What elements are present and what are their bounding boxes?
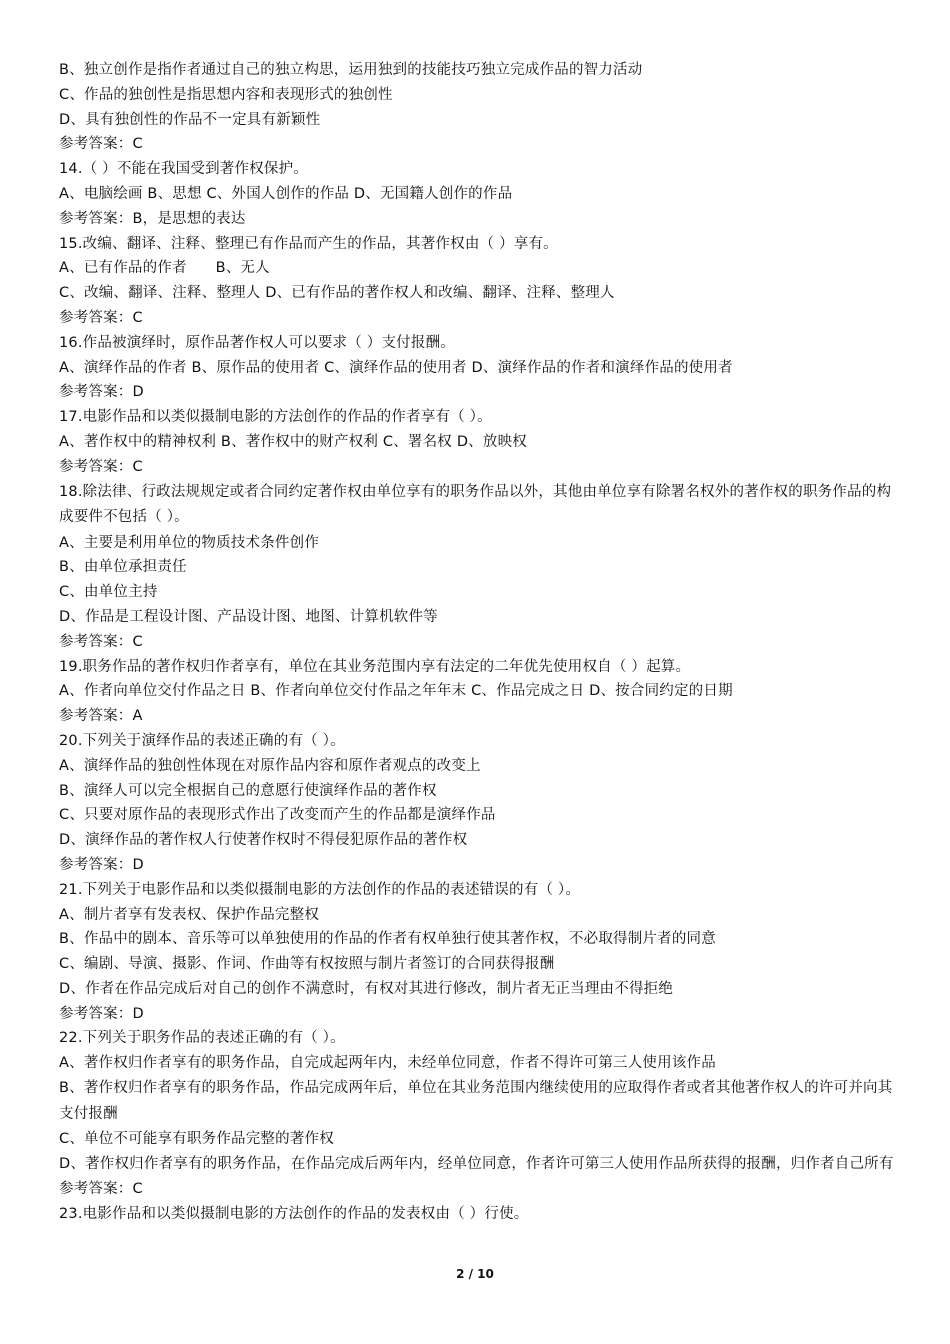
answer-line: 参考答案：B，是思想的表达	[59, 210, 246, 227]
option-line: D、著作权归作者享有的职务作品，在作品完成后两年内，经单位同意，作者许可第三人使用作品所获得的报酬，归作者自己所有	[59, 1155, 894, 1172]
option-line: C、单位不可能享有职务作品完整的著作权	[59, 1131, 334, 1148]
option-line: C、只要对原作品的表现形式作出了改变而产生的作品都是演绎作品	[59, 807, 496, 824]
answer-line: 参考答案：D	[59, 1005, 144, 1022]
answer-line: 参考答案：C	[59, 136, 143, 153]
option-line: B、由单位承担责任	[59, 559, 187, 576]
text-line: C、作品的独创性是指思想内容和表现形式的独创性	[59, 86, 393, 103]
question-line: 23.电影作品和以类似摄制电影的方法创作的作品的发表权由（ ）行使。	[59, 1206, 529, 1223]
option-line: A、演绎作品的作者 B、原作品的使用者 C、演绎作品的使用者 D、演绎作品的作者和演绎作品的使用者	[59, 359, 733, 376]
option-line: D、作品是工程设计图、产品设计图、地图、计算机软件等	[59, 608, 438, 625]
question-line: 19.职务作品的著作权归作者享有，单位在其业务范围内享有法定的二年优先使用权自（ ）起算。	[59, 658, 691, 675]
question-line: 21.下列关于电影作品和以类似摄制电影的方法创作的作品的表述错误的有（ ）。	[59, 881, 581, 898]
option-line: A、演绎作品的独创性体现在对原作品内容和原作者观点的改变上	[59, 757, 481, 774]
option-line: C、改编、翻译、注释、整理人 D、已有作品的著作权人和改编、翻译、注释、整理人	[59, 285, 615, 302]
option-line: A、著作权中的精神权利 B、著作权中的财产权利 C、署名权 D、放映权	[59, 433, 527, 450]
option-line: D、作者在作品完成后对自己的创作不满意时，有权对其进行修改，制片者无正当理由不得拒绝	[59, 980, 674, 997]
option-line: A、制片者享有发表权、保护作品完整权	[59, 906, 320, 923]
option-line: A、作者向单位交付作品之日 B、作者向单位交付作品之年年末 C、作品完成之日 D、按合同约定的日期	[59, 683, 733, 700]
question-line: 14.（ ）不能在我国受到著作权保护。	[59, 161, 308, 178]
answer-line: 参考答案：C	[59, 458, 143, 475]
question-line: 22.下列关于职务作品的表述正确的有（ ）。	[59, 1030, 345, 1047]
option-line: D、演绎作品的著作权人行使著作权时不得侵犯原作品的著作权	[59, 832, 468, 849]
option-line: C、由单位主持	[59, 584, 158, 601]
option-line: A、已有作品的作者 B、无人	[59, 260, 270, 277]
text-line: D、具有独创性的作品不一定具有新颖性	[59, 111, 321, 128]
answer-line: 参考答案：C	[59, 309, 143, 326]
question-line: 15.改编、翻译、注释、整理已有作品而产生的作品，其著作权由（ ）享有。	[59, 235, 558, 252]
option-line: B、演绎人可以完全根据自己的意愿行使演绎作品的著作权	[59, 782, 437, 799]
option-line: C、编剧、导演、摄影、作词、作曲等有权按照与制片者签订的合同获得报酬	[59, 956, 555, 973]
answer-line: 参考答案：D	[59, 856, 144, 873]
option-line: B、作品中的剧本、音乐等可以单独使用的作品的作者有权单独行使其著作权，不必取得制片者的同意	[59, 931, 716, 948]
answer-line: 参考答案：D	[59, 384, 144, 401]
question-line: 16.作品被演绎时，原作品著作权人可以要求（ ）支付报酬。	[59, 334, 455, 351]
option-line: A、著作权归作者享有的职务作品，自完成起两年内，未经单位同意，作者不得许可第三人使用该作品	[59, 1055, 716, 1072]
page-number: 2 / 10	[456, 1267, 494, 1281]
document-body	[59, 58, 899, 1227]
text-line: B、独立创作是指作者通过自己的独立构思，运用独到的技能技巧独立完成作品的智力活动	[59, 62, 643, 78]
question-line: 18.除法律、行政法规规定或者合同约定著作权由单位享有的职务作品以外，其他由单位享有除署名权外的著作权的职务作品的构成要件不包括（ ）。	[59, 483, 892, 526]
question-line: 20.下列关于演绎作品的表述正确的有（ ）。	[59, 732, 345, 749]
answer-line: 参考答案：A	[59, 708, 143, 725]
answer-line: 参考答案：C	[59, 633, 143, 650]
answer-line: 参考答案：C	[59, 1181, 143, 1198]
question-line: 17.电影作品和以类似摄制电影的方法创作的作品的作者享有（ ）。	[59, 409, 492, 426]
option-line: A、电脑绘画 B、思想 C、外国人创作的作品 D、无国籍人创作的作品	[59, 185, 513, 202]
option-line: A、主要是利用单位的物质技术条件创作	[59, 534, 320, 551]
option-line: B、著作权归作者享有的职务作品，作品完成两年后，单位在其业务范围内继续使用的应取得作者或者其他著作权人的许可并向其支付报酬	[59, 1080, 893, 1122]
